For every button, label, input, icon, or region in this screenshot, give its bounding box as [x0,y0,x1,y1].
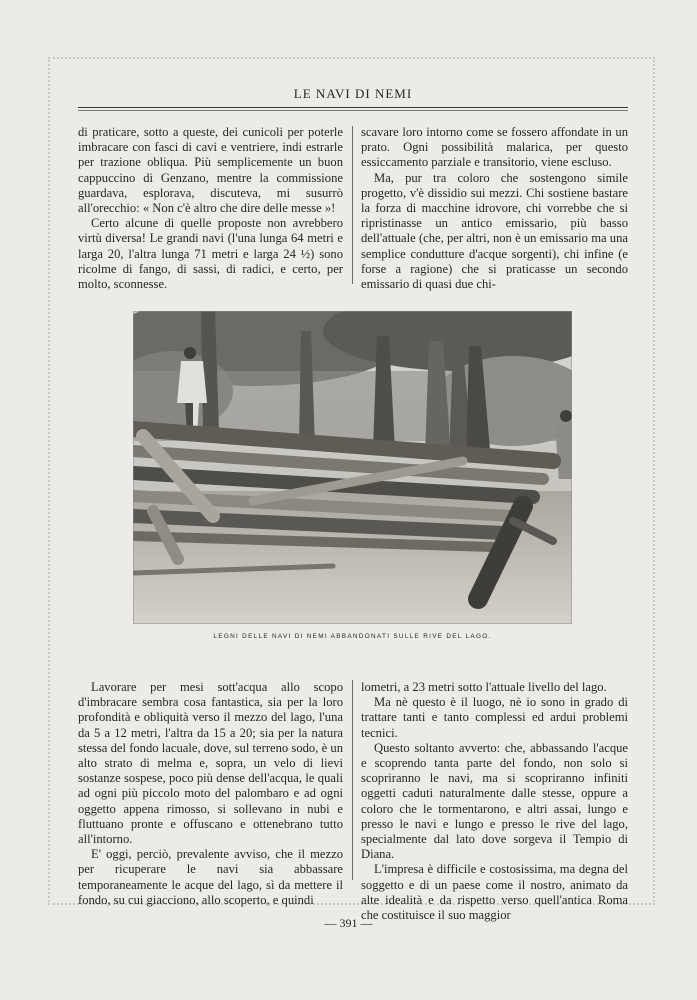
paragraph: Ma, pur tra coloro che sostengono simile progetto, v'è dissidio sui mezzi. Chi sostiene bastare la forza di macchine idrovore, chi vorrebbe che si ripristinasse un antico emissario, più basso dell'attuale (che, per altri, non è un emissario ma una semplice condutture d'acque sorgenti), chi infine (e forse a ragione) che si praticasse un secondo emissario di quasi due chi- [361,170,628,292]
running-title: LE NAVI DI NEMI [293,86,413,101]
header-rule-thin [78,110,628,111]
column-separator [352,680,353,880]
column-separator [352,126,353,284]
photo-caption: LEGNI DELLE NAVI DI NEMI ABBANDONATI SULLE RIVE DEL LAGO. [213,633,492,640]
paragraph: Questo soltanto avverto: che, abbassando l'acque e scoprendo tanta parte del fondo, non solo si scopriranno le navi, ma si scopriranno infiniti oggetti caduti naturalmente dalle stesse, oppure a coloro che le tormentarono, e altri assai, lungo e presso le navi e lungo e presso le rive del lago, specialmente dal lato dove sorgeva il Tempio di Diana. [361,740,628,862]
paragraph: Lavorare per mesi sott'acqua allo scopo d'imbracare sembra cosa fantastica, sia per la loro profondità e obliquità verso il mezzo del lago, l'una da 5 a 12 metri, l'altra da 15 a 20; sia per la natura stessa del fondo lacuale, dove, sul terreno sodo, è un alto strato di melma e, sopra, un velo di lievi sostanze sospese, poco più dense dell'acqua, le quali ad ogni più piccolo moto del palombaro e ad ogni oggetto appena rimosso, si sollevano in nubi e fluttuano pronte e offuscano e ottenebrano tutto all'intorno. [78,680,343,847]
upper-right-column [361,125,628,292]
paragraph: scavare loro intorno come se fossero affondate in un prato. Ogni possibilità malarica, per questo essiccamento parziale e transitorio, viene escluso. [361,125,628,170]
photograph-ship-timbers [133,311,572,624]
paragraph: E' oggi, perciò, prevalente avviso, che il mezzo per ricuperare le navi sia abbassare temporaneamente le acque del lago, sì da mettere il fondo, su cui giacciono, allo scoperto, e quindi [78,847,343,907]
upper-left-column [78,125,343,292]
header-rule [78,107,628,108]
photograph-illustration [133,311,572,624]
paragraph: di praticare, sotto a queste, dei cunicoli per poterle imbracare con fasci di cavi e ventriere, indi estrarle per trazione obliqua. Più semplicemente un buon cappuccino di Genzano, mentre la commissione guardava, esplorava, discuteva, mi susurrò all'orecchio: « Non c'è altro che dire delle messe »! [78,125,343,216]
paragraph: L'impresa è difficile e costosissima, ma degna del soggetto e di un paese come il nostro, animato da alte idealità e da rispetto verso quell'antica Roma che costituisce il suo maggior [361,862,628,923]
paragraph: Ma nè questo è il luogo, nè io sono in grado di trattare tanti e tanto complessi ed ardui problemi tecnici. [361,695,628,740]
page-number: — 391 — [324,916,373,930]
paragraph: Certo alcune di quelle proposte non avrebbero virtù diversa! Le grandi navi (l'una lunga 64 metri e larga 20, l'altra lunga 71 metri e larga 24 ½) sono ricolme di fango, di sassi, di radici, e certo, per molto, sconnesse. [78,216,343,292]
lower-right-column [361,680,628,923]
paragraph: lometri, a 23 metri sotto l'attuale livello del lago. [361,680,607,694]
lower-left-column [78,680,343,908]
